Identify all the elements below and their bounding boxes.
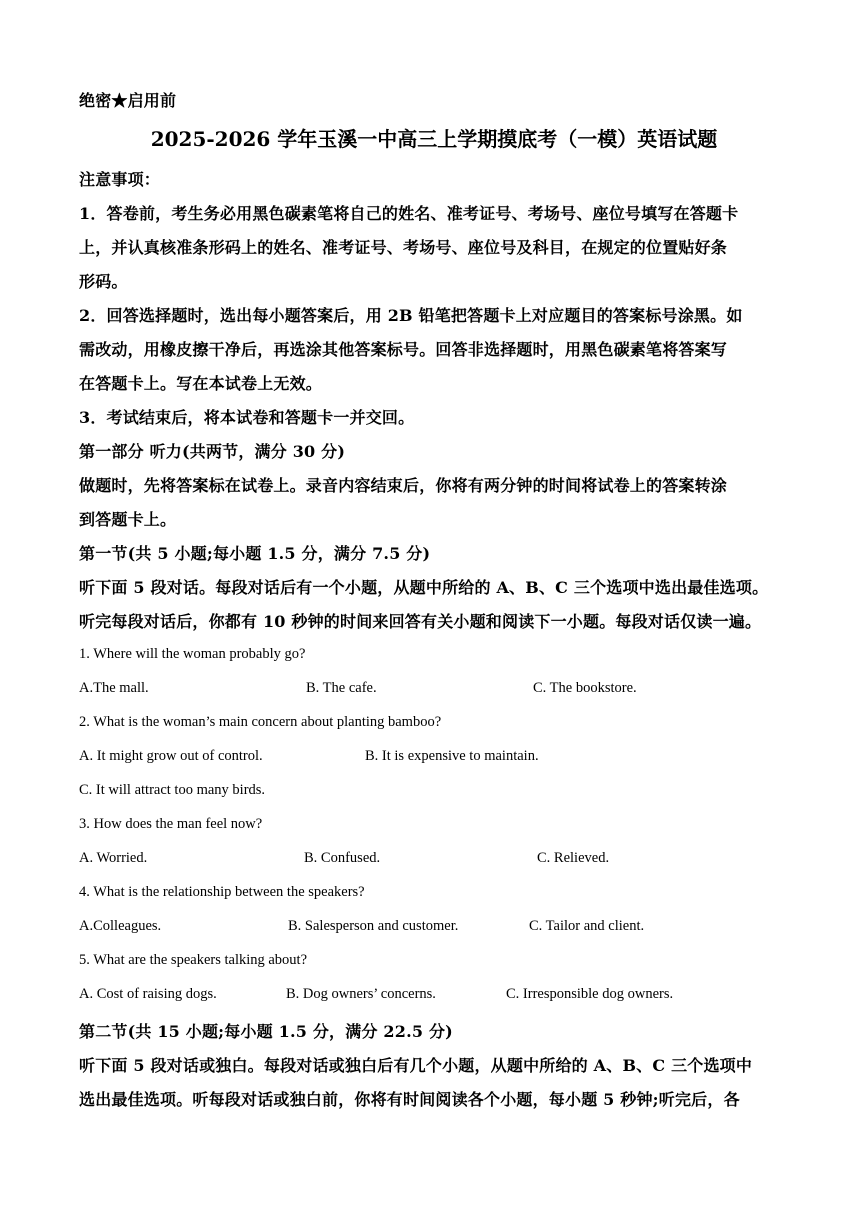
section1-instruction-line-2: 听完每段对话后，你都有 10 秒钟的时间来回答有关小题和阅读下一小题。每段对话仅读一遍。 (79, 612, 762, 631)
question-1-option-a: A.The mall. (79, 680, 149, 696)
exam-title: 2025-2026 学年玉溪一中高三上学期摸底考（一模）英语试题 (150, 127, 718, 151)
question-2-option-a: A. It might grow out of control. (79, 748, 263, 764)
secret-label: 绝密★启用前 (79, 91, 177, 110)
section1-instruction-line-1: 听下面 5 段对话。每段对话后有一个小题，从题中所给的 A、B、C 三个选项中选出最佳选项。 (79, 578, 769, 597)
question-3-text: 3. How does the man feel now? (79, 816, 263, 832)
notice-heading: 注意事项： (79, 170, 161, 189)
notice-1-line-1: 1．答卷前，考生务必用黑色碳素笔将自己的姓名、准考证号、考场号、座位号填写在答题卡 (79, 204, 739, 223)
question-5-option-b: B. Dog owners’ concerns. (286, 986, 436, 1002)
part1-instruction-line-1: 做题时，先将答案标在试卷上。录音内容结束后，你将有两分钟的时间将试卷上的答案转涂 (79, 476, 728, 495)
question-5-option-a: A. Cost of raising dogs. (79, 986, 217, 1002)
section2-instruction-line-1: 听下面 5 段对话或独白。每段对话或独白后有几个小题，从题中所给的 A、B、C 三个选项中 (79, 1056, 753, 1075)
notice-3-line-1: 3．考试结束后，将本试卷和答题卡一并交回。 (79, 408, 415, 427)
question-5-option-c: C. Irresponsible dog owners. (506, 986, 674, 1002)
notice-2-line-3: 在答题卡上。写在本试卷上无效。 (79, 374, 323, 393)
question-1-text: 1. Where will the woman probably go? (79, 646, 306, 662)
question-4-text: 4. What is the relationship between the speakers? (79, 884, 365, 900)
question-2-option-c: C. It will attract too many birds. (79, 782, 266, 798)
question-3-option-c: C. Relieved. (537, 850, 610, 866)
part1-heading: 第一部分 听力(共两节，满分 30 分) (79, 442, 346, 461)
notice-1-line-3: 形码。 (79, 272, 128, 291)
section1-heading: 第一节(共 5 小题;每小题 1.5 分，满分 7.5 分) (79, 544, 431, 563)
question-1-option-c: C. The bookstore. (533, 680, 637, 696)
question-3-option-a: A. Worried. (79, 850, 148, 866)
notice-2-line-2: 需改动，用橡皮擦干净后，再选涂其他答案标号。回答非选择题时，用黑色碳素笔将答案写 (79, 340, 728, 359)
question-2-option-b: B. It is expensive to maintain. (365, 748, 539, 764)
notice-1-line-2: 上，并认真核准条形码上的姓名、准考证号、考场号、座位号及科目，在规定的位置贴好条 (79, 238, 728, 257)
question-4-option-c: C. Tailor and client. (529, 918, 645, 934)
question-1-option-b: B. The cafe. (306, 680, 377, 696)
question-2-text: 2. What is the woman’s main concern about planting bamboo? (79, 714, 442, 730)
question-4-option-a: A.Colleagues. (79, 918, 162, 934)
question-5-text: 5. What are the speakers talking about? (79, 952, 308, 968)
question-4-option-b: B. Salesperson and customer. (288, 918, 459, 934)
question-3-option-b: B. Confused. (304, 850, 381, 866)
part1-instruction-line-2: 到答题卡上。 (79, 510, 177, 529)
section2-instruction-line-2: 选出最佳选项。听每段对话或独白前，你将有时间阅读各个小题，每小题 5 秒钟;听完后，各 (79, 1090, 740, 1109)
notice-2-line-1: 2．回答选择题时，选出每小题答案后，用 2B 铅笔把答题卡上对应题目的答案标号涂黑。如 (79, 306, 743, 325)
section2-heading: 第二节(共 15 小题;每小题 1.5 分，满分 22.5 分) (79, 1022, 453, 1041)
